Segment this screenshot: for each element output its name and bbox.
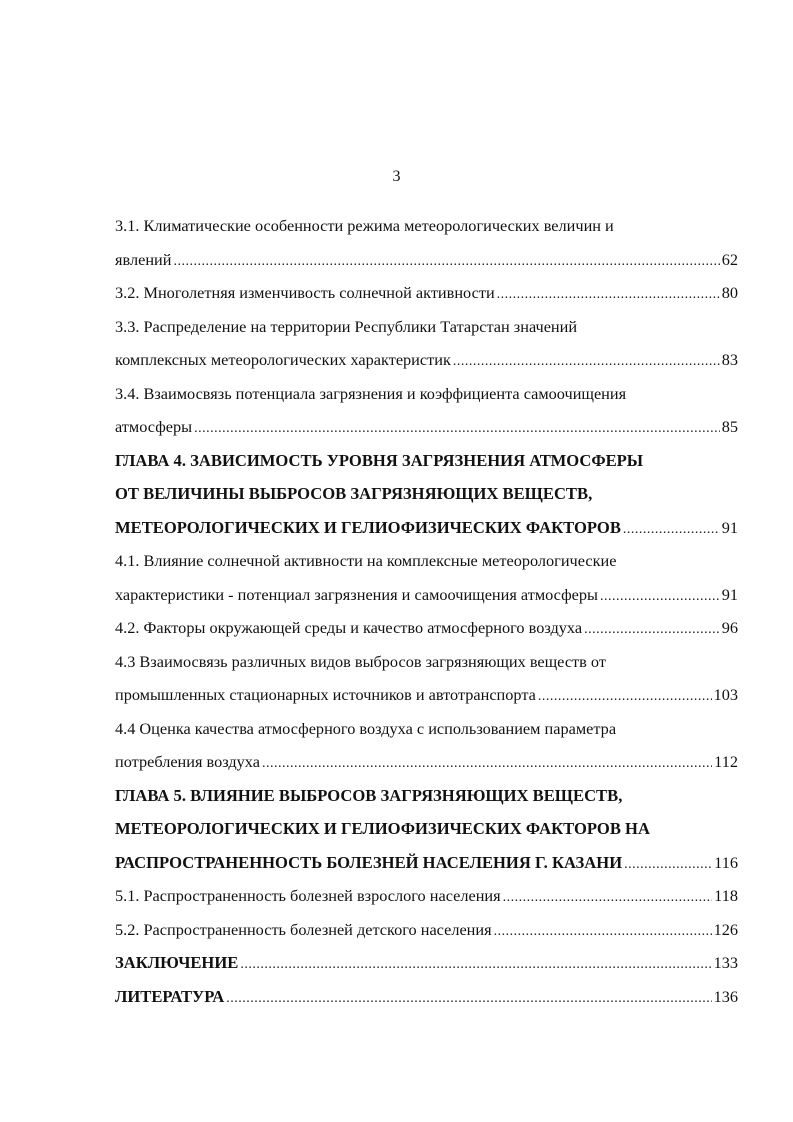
toc-entry-text: атмосферы: [115, 417, 193, 436]
toc-section-5-1[interactable]: [115, 879, 738, 913]
toc-page-number: 85: [721, 417, 738, 436]
toc-page-number: 91: [721, 517, 738, 537]
toc-section-3-3-line-1[interactable]: [115, 310, 738, 344]
toc-page-number: 133: [713, 953, 738, 972]
dot-leader: [194, 412, 720, 446]
dot-leader: [494, 915, 712, 949]
toc-page-number: 80: [721, 283, 738, 302]
toc-page-number: 83: [721, 350, 738, 369]
toc-chapter-title: ОТ ВЕЛИЧИНЫ ВЫБРОСОВ ЗАГРЯЗНЯЮЩИХ ВЕЩЕСТВ,: [115, 484, 593, 503]
toc-chapter-title: ГЛАВА 4. ЗАВИСИМОСТЬ УРОВНЯ ЗАГРЯЗНЕНИЯ АТМОСФЕРЫ: [115, 450, 644, 470]
toc-chapter-4-line-2[interactable]: [115, 477, 738, 511]
dot-leader: [623, 513, 720, 547]
toc-page-number: 96: [721, 618, 738, 637]
toc-chapter-5-line-2[interactable]: [115, 812, 738, 846]
toc-entry-text: 3.4. Взаимосвязь потенциала загрязнения и коэффициента самоочищения: [115, 383, 627, 403]
toc-entry-text: 4.1. Влияние солнечной активности на комплексные метеорологические: [115, 551, 617, 570]
toc-entry-text: 5.2. Распространенность болезней детского населения: [115, 919, 492, 939]
table-of-contents: [115, 209, 738, 1013]
toc-section-4-3-line-2[interactable]: [115, 678, 738, 712]
toc-entry-text: 4.2. Факторы окружающей среды и качество атмосферного воздуха: [115, 618, 583, 637]
toc-section-4-4-line-2[interactable]: [115, 745, 738, 779]
toc-section-3-1-line-1[interactable]: [115, 209, 738, 243]
toc-page-number: 116: [714, 852, 738, 872]
toc-chapter-title: ГЛАВА 5. ВЛИЯНИЕ ВЫБРОСОВ ЗАГРЯЗНЯЮЩИХ ВЕЩЕСТВ,: [115, 785, 623, 805]
toc-chapter-title: ЛИТЕРАТУРА: [115, 986, 225, 1006]
toc-entry-text: 5.1. Распространенность болезней взрослого населения: [115, 886, 501, 905]
dot-leader: [173, 245, 719, 279]
toc-section-3-1-line-2[interactable]: [115, 243, 738, 277]
toc-entry-text: явлений: [115, 249, 172, 269]
dot-leader: [497, 278, 720, 312]
toc-page-number: 118: [714, 886, 738, 905]
dot-leader: [624, 848, 712, 882]
toc-chapter-5-line-3[interactable]: [115, 846, 738, 880]
dot-leader: [600, 580, 720, 614]
toc-page-number: 112: [714, 752, 738, 771]
dot-leader: [503, 881, 713, 915]
toc-section-3-4-line-1[interactable]: [115, 377, 738, 411]
toc-page-number: 62: [721, 249, 738, 269]
toc-section-3-3-line-2[interactable]: [115, 343, 738, 377]
toc-section-4-1-line-2[interactable]: [115, 578, 738, 612]
toc-entry-text: 4.4 Оценка качества атмосферного воздуха с использованием параметра: [115, 718, 617, 738]
dot-leader: [584, 613, 720, 647]
toc-literature[interactable]: [115, 980, 738, 1014]
toc-section-3-4-line-2[interactable]: [115, 410, 738, 444]
toc-entry-text: 3.1. Климатические особенности режима метеорологических величин и: [115, 216, 614, 235]
toc-section-5-2[interactable]: [115, 913, 738, 947]
dot-leader: [453, 345, 720, 379]
dot-leader: [538, 680, 712, 714]
toc-section-4-4-line-1[interactable]: [115, 712, 738, 746]
toc-chapter-4-line-3[interactable]: [115, 511, 738, 545]
dot-leader: [240, 948, 711, 982]
toc-section-4-3-line-1[interactable]: [115, 645, 738, 679]
toc-page-number: 103: [713, 685, 738, 704]
toc-section-4-1-line-1[interactable]: [115, 544, 738, 578]
toc-chapter-5-line-1[interactable]: [115, 779, 738, 813]
toc-entry-text: 3.2. Многолетняя изменчивость солнечной активности: [115, 283, 495, 302]
toc-entry-text: 3.3. Распределение на территории Республики Татарстан значений: [115, 316, 578, 336]
toc-chapter-title: МЕТЕОРОЛОГИЧЕСКИХ И ГЕЛИОФИЗИЧЕСКИХ ФАКТОРОВ: [115, 517, 621, 537]
toc-entry-text: 4.3 Взаимосвязь различных видов выбросов загрязняющих веществ от: [115, 651, 606, 671]
toc-chapter-4-line-1[interactable]: [115, 444, 738, 478]
toc-section-3-2[interactable]: [115, 276, 738, 310]
page-number: 3: [392, 168, 401, 185]
toc-entry-text: потребления воздуха: [115, 752, 260, 771]
toc-page-number: 91: [721, 584, 738, 604]
toc-conclusion[interactable]: [115, 946, 738, 980]
dot-leader: [226, 982, 711, 1016]
toc-entry-text: промышленных стационарных источников и автотранспорта: [115, 685, 536, 704]
toc-entry-text: характеристики - потенциал загрязнения и самоочищения атмосферы: [115, 584, 598, 604]
toc-chapter-title: МЕТЕОРОЛОГИЧЕСКИХ И ГЕЛИОФИЗИЧЕСКИХ ФАКТОРОВ НА: [115, 819, 650, 838]
toc-section-4-2[interactable]: [115, 611, 738, 645]
toc-chapter-title: РАСПРОСТРАНЕННОСТЬ БОЛЕЗНЕЙ НАСЕЛЕНИЯ Г. КАЗАНИ: [115, 852, 623, 872]
toc-page-number: 126: [713, 919, 738, 939]
toc-page-number: 136: [713, 986, 738, 1006]
dot-leader: [262, 747, 712, 781]
toc-entry-text: комплексных метеорологических характеристик: [115, 350, 451, 369]
toc-chapter-title: ЗАКЛЮЧЕНИЕ: [115, 953, 239, 972]
